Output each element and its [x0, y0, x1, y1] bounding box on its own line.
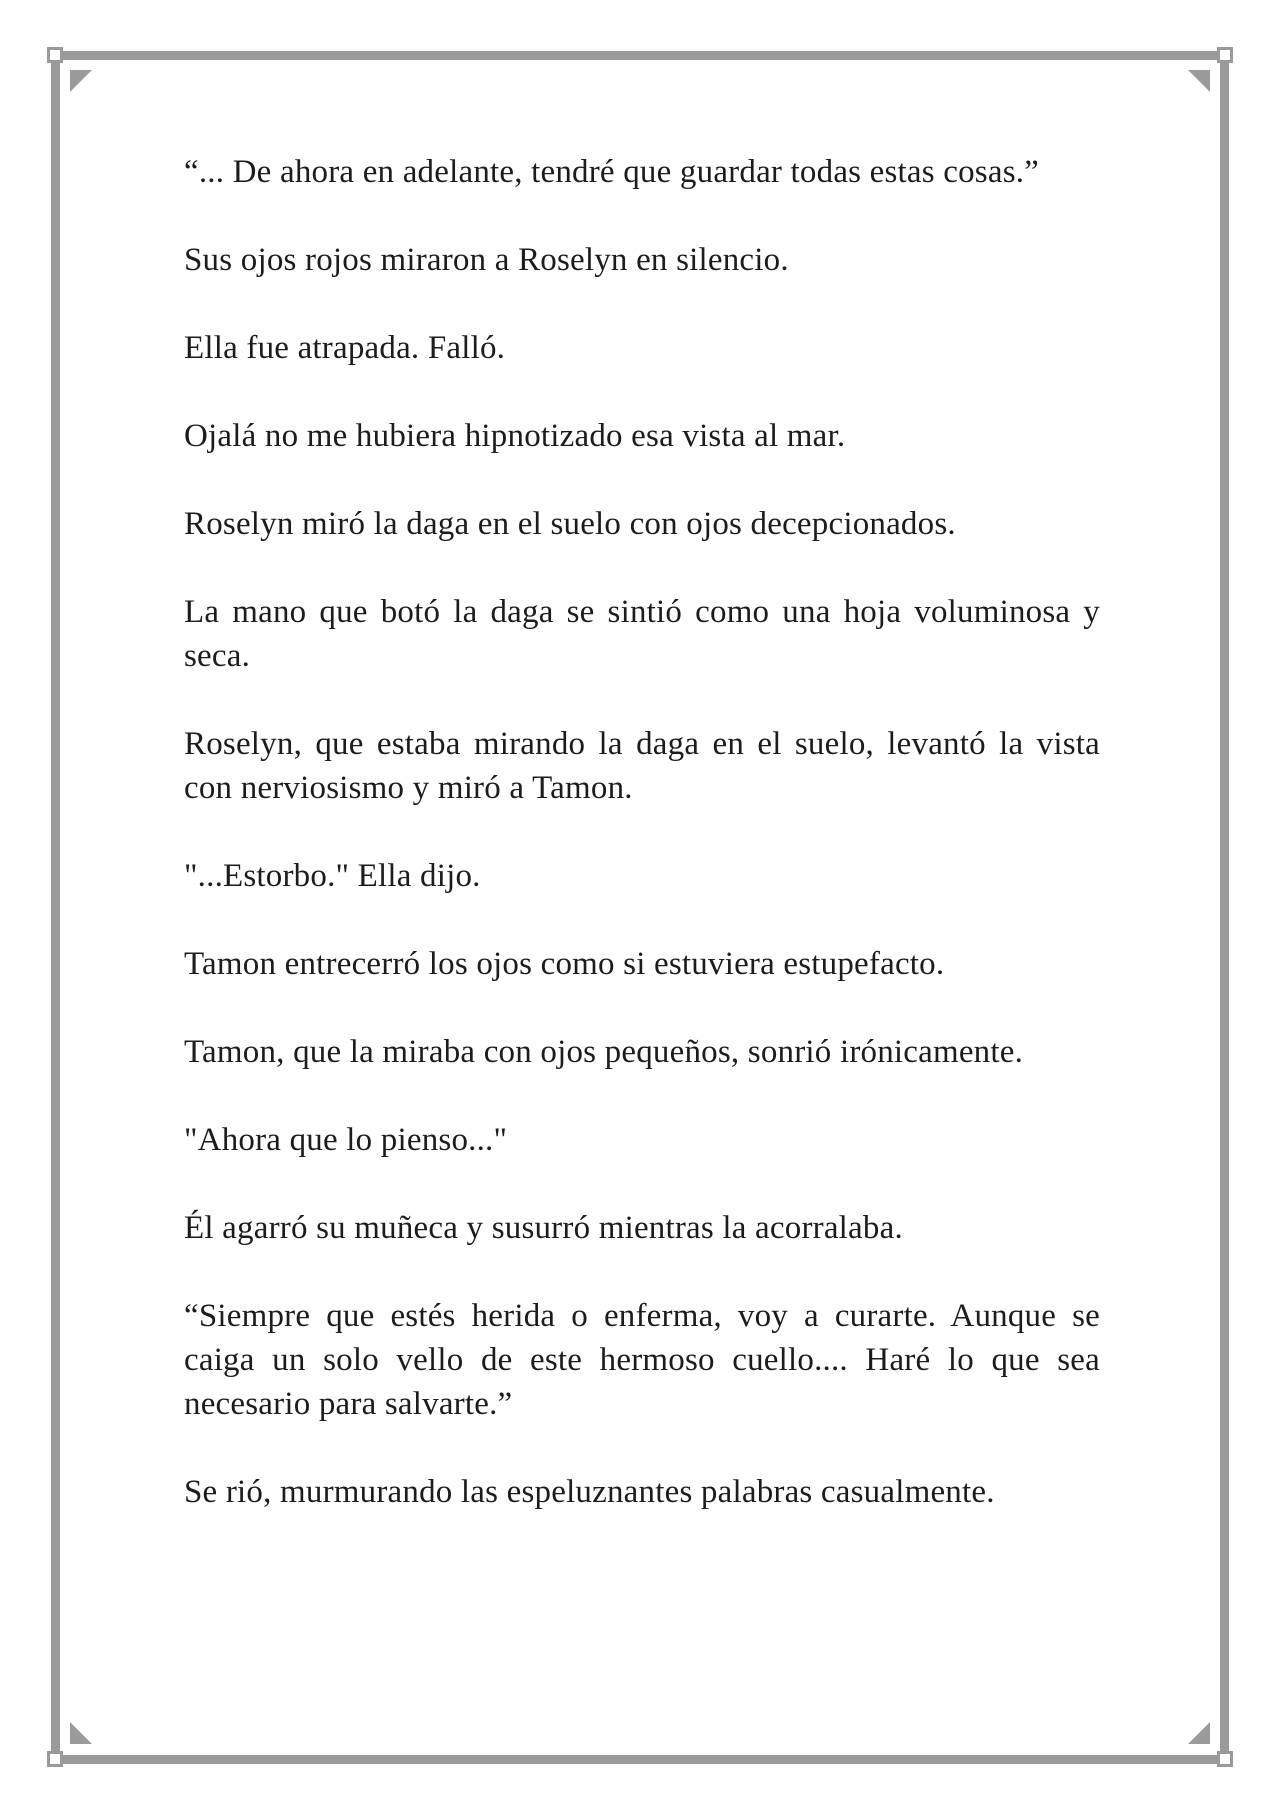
frame-border-bottom: [56, 1755, 1228, 1764]
paragraph: “Siempre que estés herida o enferma, voy a curarte. Aunque se caiga un solo vello de este hermoso cuello.... Haré lo que sea necesario para salvarte.”: [184, 1298, 1100, 1422]
paragraph: Ella fue atrapada. Falló.: [184, 330, 506, 366]
paragraph: Roselyn miró la daga en el suelo con ojos decepcionados.: [184, 506, 956, 542]
paragraph: Ojalá no me hubiera hipnotizado esa vista al mar.: [184, 418, 846, 454]
paragraph: Él agarró su muñeca y susurró mientras la acorralaba.: [184, 1210, 903, 1246]
paragraph: “... De ahora en adelante, tendré que guardar todas estas cosas.”: [184, 154, 1040, 190]
frame-corner-triangle-icon: [70, 70, 92, 92]
paragraph: La mano que botó la daga se sintió como una hoja voluminosa y seca.: [184, 594, 1100, 674]
paragraph: Sus ojos rojos miraron a Roselyn en silencio.: [184, 242, 789, 278]
paragraph: Se rió, murmurando las espeluznantes palabras casualmente.: [184, 1474, 995, 1510]
paragraph: Tamon entrecerró los ojos como si estuviera estupefacto.: [184, 946, 945, 982]
paragraph: Roselyn, que estaba mirando la daga en el suelo, levantó la vista con nerviosismo y miró a Tamon.: [184, 726, 1100, 806]
frame-border-left: [51, 56, 60, 1760]
frame-corner-triangle-icon: [70, 1722, 92, 1744]
paragraph: "...Estorbo." Ella dijo.: [184, 858, 481, 894]
paragraph: Tamon, que la miraba con ojos pequeños, sonrió irónicamente.: [184, 1034, 1024, 1070]
frame-border-top: [56, 51, 1228, 60]
page-body: [184, 150, 1100, 1558]
frame-corner-square-icon: [47, 1751, 63, 1767]
frame-corner-square-icon: [1217, 1751, 1233, 1767]
frame-corner-triangle-icon: [1188, 1722, 1210, 1744]
paragraph: "Ahora que lo pienso...": [184, 1122, 508, 1158]
frame-corner-triangle-icon: [1188, 70, 1210, 92]
frame-corner-square-icon: [47, 47, 63, 63]
frame-border-right: [1220, 56, 1229, 1760]
frame-corner-square-icon: [1217, 47, 1233, 63]
